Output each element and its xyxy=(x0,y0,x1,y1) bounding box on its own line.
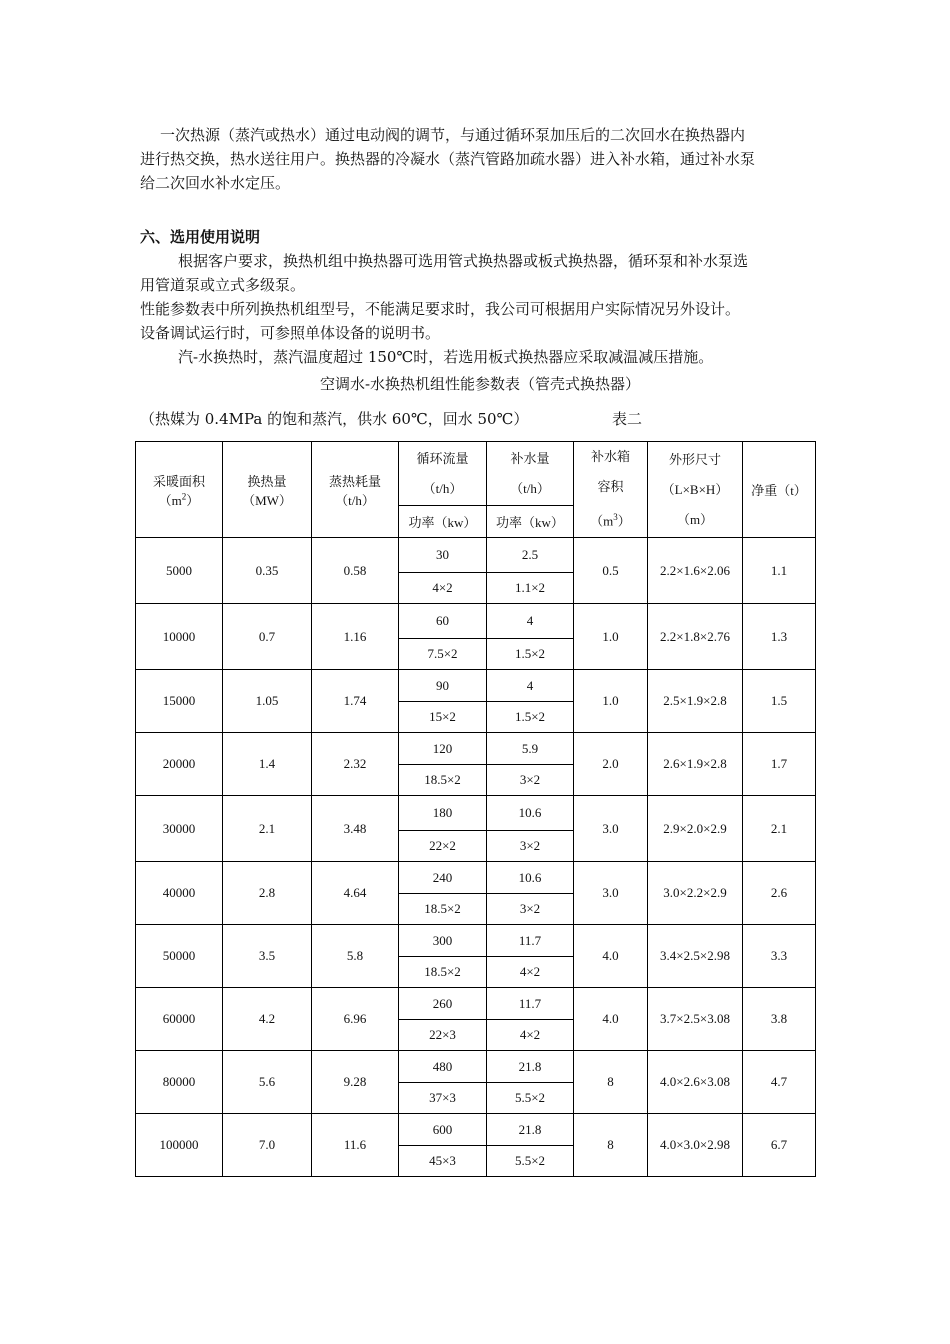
header-heat: 换热量 （MW） xyxy=(223,442,312,538)
intro-paragraph xyxy=(140,123,820,195)
cell-flow-power: 4×2 xyxy=(399,573,487,604)
cell-flow-power: 45×3 xyxy=(399,1146,487,1177)
cell-steam: 0.58 xyxy=(312,538,399,604)
table-row xyxy=(136,796,816,831)
cell-flow-power: 18.5×2 xyxy=(399,894,487,925)
cell-flow-power: 22×2 xyxy=(399,831,487,862)
cell-area: 60000 xyxy=(136,988,223,1051)
table-label: 表二 xyxy=(612,410,643,428)
cell-area: 40000 xyxy=(136,862,223,925)
cell-dims: 2.2×1.8×2.76 xyxy=(648,604,743,670)
section-heading: 六、选用使用说明 xyxy=(140,228,261,246)
header-flow: 循环流量 （t/h） xyxy=(399,442,487,506)
cell-flow: 260 xyxy=(399,988,487,1020)
intro-line-3: 给二次回水补水定压。 xyxy=(140,174,291,192)
cell-tank: 4.0 xyxy=(574,925,648,988)
cell-steam: 1.74 xyxy=(312,670,399,733)
cell-heat: 1.05 xyxy=(223,670,312,733)
cell-steam: 11.6 xyxy=(312,1114,399,1177)
cell-tank: 1.0 xyxy=(574,604,648,670)
cell-steam: 3.48 xyxy=(312,796,399,862)
cell-makeup: 2.5 xyxy=(487,538,574,573)
cell-makeup: 11.7 xyxy=(487,925,574,957)
cell-heat: 4.2 xyxy=(223,988,312,1051)
cell-dims: 2.6×1.9×2.8 xyxy=(648,733,743,796)
cell-heat: 3.5 xyxy=(223,925,312,988)
cell-flow-power: 7.5×2 xyxy=(399,639,487,670)
cell-tank: 2.0 xyxy=(574,733,648,796)
cell-area: 10000 xyxy=(136,604,223,670)
table-row xyxy=(136,1114,816,1146)
header-area: 采暖面积 $(m^2)$ xyxy=(136,442,223,538)
usage-paragraph-1-line-2: 用管道泵或立式多级泵。 xyxy=(140,276,306,294)
header-weight: 净重（t） xyxy=(743,442,816,538)
header-makeup: 补水量 （t/h） xyxy=(487,442,574,506)
usage-paragraph-3: 设备调试运行时，可参照单体设备的说明书。 xyxy=(140,324,441,342)
cell-dims: 3.7×2.5×3.08 xyxy=(648,988,743,1051)
cell-heat: 0.35 xyxy=(223,538,312,604)
cell-makeup: 4 xyxy=(487,604,574,639)
header-flow-power: 功率（kw） xyxy=(399,506,487,538)
header-tank: 补水箱 容积 $(m^3)$ xyxy=(574,442,648,538)
cell-weight: 4.7 xyxy=(743,1051,816,1114)
cell-tank: 4.0 xyxy=(574,988,648,1051)
cell-steam: 4.64 xyxy=(312,862,399,925)
cell-tank: 3.0 xyxy=(574,796,648,862)
usage-paragraph-2: 性能参数表中所列换热机组型号，不能满足要求时，我公司可根据用户实际情况另外设计。 xyxy=(140,300,741,318)
cell-makeup: 5.9 xyxy=(487,733,574,765)
intro-line-1: 一次热源（蒸汽或热水）通过电动阀的调节，与通过循环泵加压后的二次回水在换热器内 xyxy=(160,126,746,144)
cell-flow: 480 xyxy=(399,1051,487,1083)
cell-makeup: 10.6 xyxy=(487,796,574,831)
cell-flow-power: 15×2 xyxy=(399,702,487,733)
header-steam: 蒸热耗量 （t/h） xyxy=(312,442,399,538)
cell-area: 5000 xyxy=(136,538,223,604)
cell-makeup-power: 1.5×2 xyxy=(487,639,574,670)
table-row xyxy=(136,988,816,1020)
cell-makeup: 10.6 xyxy=(487,862,574,894)
cell-heat: 5.6 xyxy=(223,1051,312,1114)
usage-paragraph-4: 汽-水换热时，蒸汽温度超过 150℃时，若选用板式换热器应采取减温减压措施。 xyxy=(178,348,714,366)
cell-steam: 6.96 xyxy=(312,988,399,1051)
usage-section xyxy=(140,225,820,369)
cell-weight: 3.8 xyxy=(743,988,816,1051)
cell-steam: 1.16 xyxy=(312,604,399,670)
cell-makeup-power: 4×2 xyxy=(487,957,574,988)
cell-makeup: 4 xyxy=(487,670,574,702)
header-makeup-power: 功率（kw） xyxy=(487,506,574,538)
cell-makeup-power: 4×2 xyxy=(487,1020,574,1051)
cell-flow: 240 xyxy=(399,862,487,894)
cell-weight: 2.1 xyxy=(743,796,816,862)
cell-dims: 2.5×1.9×2.8 xyxy=(648,670,743,733)
cell-weight: 1.3 xyxy=(743,604,816,670)
performance-table xyxy=(135,441,816,1177)
cell-dims: 3.4×2.5×2.98 xyxy=(648,925,743,988)
cell-flow: 90 xyxy=(399,670,487,702)
cell-area: 30000 xyxy=(136,796,223,862)
cell-dims: 4.0×2.6×3.08 xyxy=(648,1051,743,1114)
cell-flow-power: 18.5×2 xyxy=(399,765,487,796)
cell-steam: 9.28 xyxy=(312,1051,399,1114)
cell-makeup-power: 1.5×2 xyxy=(487,702,574,733)
cell-flow: 60 xyxy=(399,604,487,639)
cell-dims: 2.9×2.0×2.9 xyxy=(648,796,743,862)
cell-makeup-power: 3×2 xyxy=(487,765,574,796)
cell-area: 80000 xyxy=(136,1051,223,1114)
cell-heat: 1.4 xyxy=(223,733,312,796)
table-row xyxy=(136,862,816,894)
cell-makeup: 11.7 xyxy=(487,988,574,1020)
cell-dims: 3.0×2.2×2.9 xyxy=(648,862,743,925)
cell-heat: 7.0 xyxy=(223,1114,312,1177)
cell-flow: 180 xyxy=(399,796,487,831)
cell-steam: 5.8 xyxy=(312,925,399,988)
cell-tank: 1.0 xyxy=(574,670,648,733)
cell-weight: 1.7 xyxy=(743,733,816,796)
table-row xyxy=(136,1051,816,1083)
header-dims: 外形尺寸 （L×B×H） （m） xyxy=(648,442,743,538)
cell-weight: 2.6 xyxy=(743,862,816,925)
cell-tank: 8 xyxy=(574,1114,648,1177)
cell-tank: 8 xyxy=(574,1051,648,1114)
cell-tank: 3.0 xyxy=(574,862,648,925)
cell-flow-power: 22×3 xyxy=(399,1020,487,1051)
cell-makeup: 21.8 xyxy=(487,1051,574,1083)
cell-heat: 2.1 xyxy=(223,796,312,862)
table-row xyxy=(136,670,816,702)
cell-flow: 30 xyxy=(399,538,487,573)
cell-heat: 0.7 xyxy=(223,604,312,670)
cell-weight: 6.7 xyxy=(743,1114,816,1177)
table-title: 空调水-水换热机组性能参数表（管壳式换热器） xyxy=(319,375,641,393)
intro-line-2: 进行热交换，热水送往用户。换热器的冷凝水（蒸汽管路加疏水器）进入补水箱，通过补水泵 xyxy=(140,150,756,168)
cell-makeup-power: 3×2 xyxy=(487,894,574,925)
table-row xyxy=(136,604,816,639)
cell-makeup-power: 5.5×2 xyxy=(487,1146,574,1177)
cell-flow: 600 xyxy=(399,1114,487,1146)
cell-flow: 120 xyxy=(399,733,487,765)
cell-makeup-power: 1.1×2 xyxy=(487,573,574,604)
cell-makeup-power: 5.5×2 xyxy=(487,1083,574,1114)
table-row xyxy=(136,925,816,957)
cell-makeup-power: 3×2 xyxy=(487,831,574,862)
cell-area: 20000 xyxy=(136,733,223,796)
cell-heat: 2.8 xyxy=(223,862,312,925)
table-row xyxy=(136,538,816,573)
usage-paragraph-1-line-1: 根据客户要求，换热机组中换热器可选用管式换热器或板式换热器，循环泵和补水泵选 xyxy=(178,252,749,270)
table-note: （热媒为 0.4MPa 的饱和蒸汽，供水 60℃，回水 50℃） xyxy=(140,410,529,428)
cell-makeup: 21.8 xyxy=(487,1114,574,1146)
cell-flow-power: 18.5×2 xyxy=(399,957,487,988)
cell-area: 15000 xyxy=(136,670,223,733)
cell-flow-power: 37×3 xyxy=(399,1083,487,1114)
cell-weight: 3.3 xyxy=(743,925,816,988)
cell-dims: 2.2×1.6×2.06 xyxy=(648,538,743,604)
cell-dims: 4.0×3.0×2.98 xyxy=(648,1114,743,1177)
cell-area: 50000 xyxy=(136,925,223,988)
header-row-1 xyxy=(136,442,816,506)
table-row xyxy=(136,733,816,765)
cell-tank: 0.5 xyxy=(574,538,648,604)
cell-weight: 1.1 xyxy=(743,538,816,604)
cell-steam: 2.32 xyxy=(312,733,399,796)
cell-weight: 1.5 xyxy=(743,670,816,733)
cell-area: 100000 xyxy=(136,1114,223,1177)
cell-flow: 300 xyxy=(399,925,487,957)
